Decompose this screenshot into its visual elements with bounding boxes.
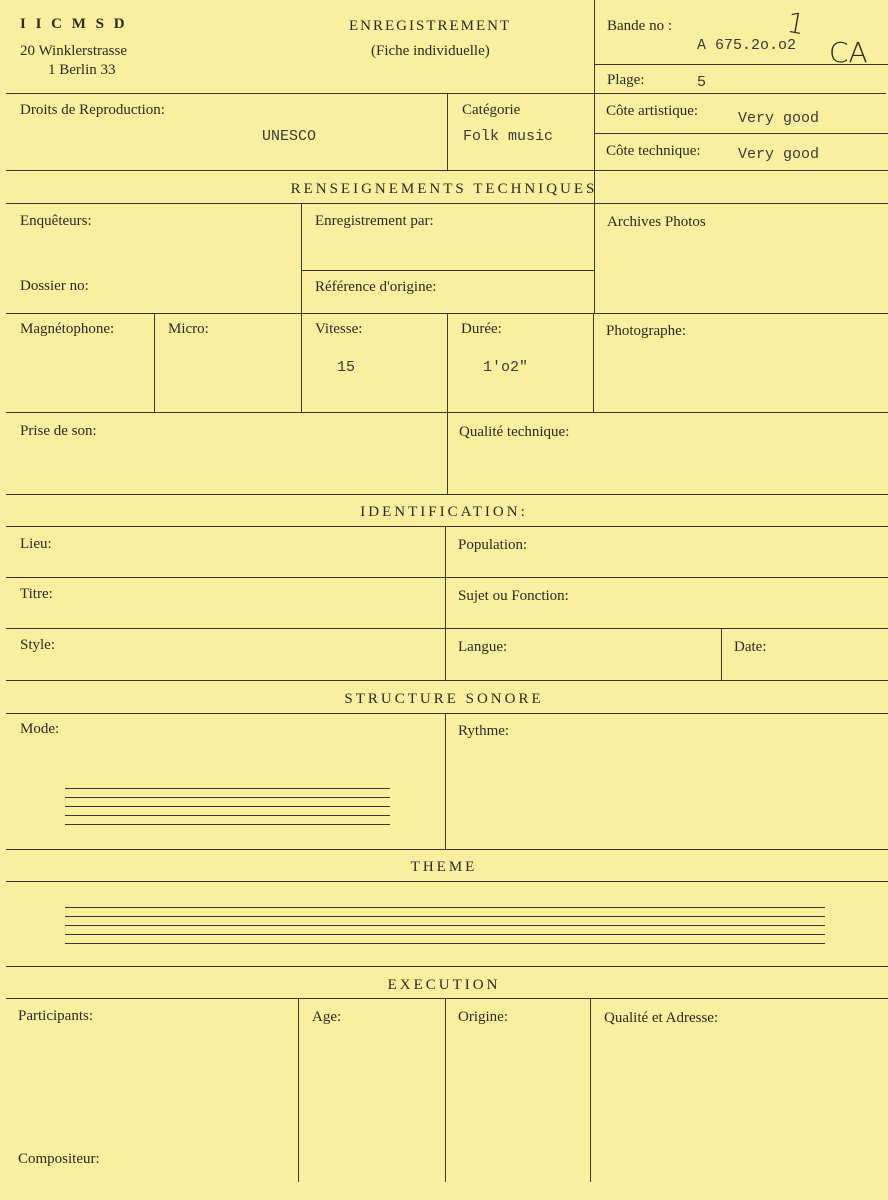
- staff-line: [65, 934, 825, 935]
- staff-line: [65, 797, 390, 798]
- cote-technique-label: Côte technique:: [606, 143, 701, 159]
- categorie-label: Catégorie: [462, 102, 521, 118]
- section-title-execution: EXECUTION: [387, 977, 501, 993]
- mode-label: Mode:: [20, 721, 60, 737]
- rule: [593, 313, 594, 412]
- rule: [721, 628, 722, 680]
- archives-photos-label: Archives Photos: [607, 214, 706, 230]
- cote-technique-value: Very good: [738, 146, 820, 163]
- participants-label: Participants:: [18, 1008, 93, 1024]
- rule: [301, 270, 594, 271]
- address-city: 1 Berlin 33: [48, 62, 116, 78]
- sujet-label: Sujet ou Fonction:: [458, 588, 569, 604]
- staff-line: [65, 916, 825, 917]
- rule: [445, 526, 446, 680]
- duree-label: Durée:: [461, 321, 502, 337]
- origine-label: Origine:: [458, 1009, 508, 1025]
- handwritten-initials: CA: [829, 36, 868, 69]
- enqueteurs-label: Enquêteurs:: [20, 213, 92, 229]
- plage-label: Plage:: [607, 72, 645, 88]
- rule: [447, 93, 448, 170]
- qualite-adresse-label: Qualité et Adresse:: [604, 1010, 719, 1026]
- rule: [6, 881, 888, 882]
- rule: [6, 494, 888, 495]
- plage-value: 5: [697, 74, 707, 91]
- staff-line: [65, 806, 390, 807]
- section-title-technique: RENSEIGNEMENTS TECHNIQUES: [290, 181, 598, 197]
- langue-label: Langue:: [458, 639, 508, 655]
- rule: [594, 0, 595, 313]
- rule: [6, 170, 888, 171]
- staff-line: [65, 815, 390, 816]
- rule: [447, 313, 448, 494]
- rule: [6, 713, 888, 714]
- cote-artistique-label: Côte artistique:: [606, 103, 699, 119]
- compositeur-label: Compositeur:: [18, 1151, 100, 1167]
- staff-line: [65, 788, 390, 789]
- rule: [6, 998, 888, 999]
- form-subtitle: (Fiche individuelle): [371, 43, 490, 59]
- duree-value: 1'o2": [483, 359, 529, 376]
- rule: [6, 526, 888, 527]
- rule: [298, 998, 299, 1182]
- vitesse-label: Vitesse:: [315, 321, 363, 337]
- date-label: Date:: [734, 639, 767, 655]
- section-title-structure: STRUCTURE SONORE: [344, 691, 544, 707]
- section-title-theme: THEME: [410, 859, 478, 875]
- population-label: Population:: [458, 537, 528, 553]
- lieu-label: Lieu:: [20, 536, 52, 552]
- rule: [6, 93, 886, 94]
- rule: [445, 713, 446, 849]
- bande-value: A 675.2o.o2: [697, 37, 797, 54]
- rule: [6, 203, 888, 204]
- handwritten-number: 1: [784, 5, 808, 42]
- cote-artistique-value: Very good: [738, 110, 820, 127]
- rule: [6, 849, 888, 850]
- bande-label: Bande no :: [607, 18, 672, 34]
- rule: [301, 203, 302, 412]
- rule: [6, 628, 888, 629]
- dossier-label: Dossier no:: [20, 278, 89, 294]
- magnetophone-label: Magnétophone:: [20, 321, 115, 337]
- vitesse-value: 15: [337, 359, 356, 376]
- section-title-identification: IDENTIFICATION:: [360, 504, 528, 520]
- enregistrement-par-label: Enregistrement par:: [315, 213, 434, 229]
- prise-de-son-label: Prise de son:: [20, 423, 97, 439]
- rule: [6, 680, 888, 681]
- droits-value: UNESCO: [262, 128, 317, 145]
- rule: [594, 133, 888, 134]
- style-label: Style:: [20, 637, 56, 653]
- rule: [154, 313, 155, 412]
- rule: [445, 998, 446, 1182]
- rule: [590, 998, 591, 1182]
- age-label: Age:: [312, 1009, 342, 1025]
- droits-label: Droits de Reproduction:: [20, 102, 165, 118]
- photographe-label: Photographe:: [606, 323, 686, 339]
- reference-label: Référence d'origine:: [315, 279, 437, 295]
- form-title: ENREGISTREMENT: [349, 18, 512, 34]
- categorie-value: Folk music: [463, 128, 554, 145]
- rule: [6, 577, 888, 578]
- micro-label: Micro:: [168, 321, 209, 337]
- staff-line: [65, 907, 825, 908]
- rythme-label: Rythme:: [458, 723, 510, 739]
- titre-label: Titre:: [20, 586, 53, 602]
- address-street: 20 Winklerstrasse: [20, 43, 128, 59]
- staff-line: [65, 824, 390, 825]
- staff-line: [65, 943, 825, 944]
- staff-line: [65, 925, 825, 926]
- rule: [6, 966, 888, 967]
- qualite-technique-label: Qualité technique:: [459, 424, 570, 440]
- org-logo: I I C M S D: [20, 16, 128, 32]
